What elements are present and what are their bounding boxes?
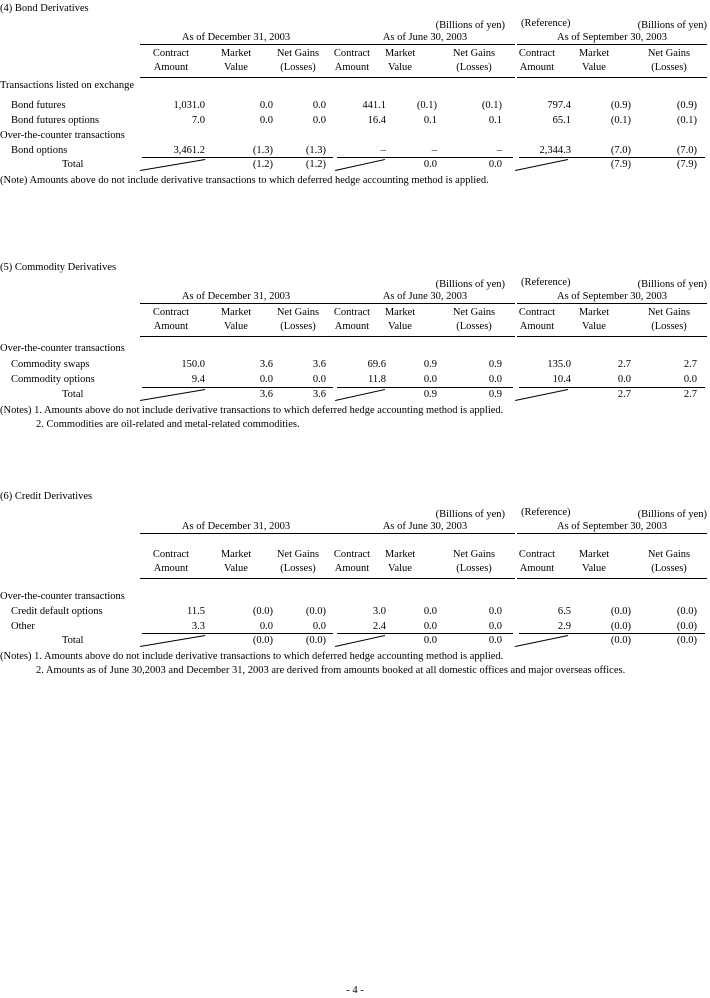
cell-value: 7.0	[191, 115, 205, 126]
total-value: 2.7	[683, 389, 697, 400]
unit-label: (Billions of yen)	[637, 509, 707, 520]
note-text: (Notes) 1. Amounts above do not include derivative transactions to which deferred hedge accounting method is applied.	[0, 651, 504, 662]
page-number: - 4 -	[346, 985, 364, 996]
cell-value: (0.0)	[676, 606, 697, 617]
cell-value: (0.0)	[305, 606, 326, 617]
total-value: 0.9	[488, 389, 502, 400]
row-label: Bond futures options	[11, 115, 100, 126]
cell-value: 0.1	[423, 115, 437, 126]
total-label: Total	[62, 159, 84, 170]
header-rule	[140, 77, 335, 78]
row-label: Bond futures	[11, 100, 66, 111]
total-value: 3.6	[312, 389, 326, 400]
total-value: (0.0)	[610, 635, 631, 646]
total-rule	[519, 387, 705, 388]
cell-value: 2.7	[617, 359, 631, 370]
column-header: Market	[220, 48, 252, 59]
cell-value: (0.0)	[610, 606, 631, 617]
cell-value: (0.0)	[676, 621, 697, 632]
column-header: Market	[578, 549, 610, 560]
total-rule	[142, 633, 333, 634]
total-value: 0.0	[488, 159, 502, 170]
total-value: 0.0	[488, 635, 502, 646]
row-label: Commodity options	[11, 374, 95, 385]
cell-value: 65.1	[552, 115, 571, 126]
cell-value: (1.3)	[252, 145, 273, 156]
cell-value: (0.0)	[252, 606, 273, 617]
cell-value: 9.4	[191, 374, 205, 385]
cell-value: –	[496, 145, 502, 156]
total-value: (1.2)	[252, 159, 273, 170]
total-rule	[519, 157, 705, 158]
cell-value: 150.0	[181, 359, 205, 370]
cell-value: (0.1)	[416, 100, 437, 111]
group-rule	[335, 303, 515, 304]
column-header: Amount	[519, 321, 555, 332]
cell-value: 0.0	[423, 621, 437, 632]
period-heading-jun: As of June 30, 2003	[382, 291, 468, 302]
column-header: Market	[220, 549, 252, 560]
period-heading-sep: As of September 30, 2003	[557, 32, 667, 43]
column-header: Contract	[333, 549, 371, 560]
column-header: Market	[384, 48, 416, 59]
column-header: Contract	[518, 48, 556, 59]
column-header: Net Gains	[276, 48, 320, 59]
cell-value: 10.4	[552, 374, 571, 385]
cell-value: (7.0)	[610, 145, 631, 156]
cell-value: 0.0	[259, 374, 273, 385]
group-rule	[517, 44, 707, 45]
category-label: Transactions listed on exchange	[0, 80, 135, 91]
header-rule	[517, 336, 707, 337]
cell-value: 11.8	[368, 374, 386, 385]
cell-value: –	[380, 145, 386, 156]
row-label: Other	[11, 621, 35, 632]
cell-value: 0.0	[423, 374, 437, 385]
cell-value: 3.6	[312, 359, 326, 370]
column-header: Value	[388, 62, 412, 73]
header-rule	[335, 336, 515, 337]
cell-value: 0.9	[423, 359, 437, 370]
cell-value: 3,461.2	[173, 145, 205, 156]
total-rule	[337, 387, 513, 388]
column-header: (Losses)	[651, 563, 687, 574]
cell-value: 0.0	[488, 374, 502, 385]
total-label: Total	[62, 635, 84, 646]
column-header: Amount	[519, 563, 555, 574]
column-header: Value	[224, 563, 248, 574]
cell-value: 0.0	[617, 374, 631, 385]
column-header: Amount	[153, 321, 189, 332]
group-rule	[140, 533, 335, 534]
column-header: Value	[388, 321, 412, 332]
column-header: Contract	[152, 48, 190, 59]
cell-value: 2.9	[557, 621, 571, 632]
column-header: (Losses)	[456, 563, 492, 574]
cell-value: 0.0	[259, 115, 273, 126]
reference-label: (Reference)	[521, 277, 571, 288]
column-header: Market	[220, 307, 252, 318]
row-label: Bond options	[11, 145, 68, 156]
header-rule	[335, 578, 515, 579]
cell-value: 1,031.0	[173, 100, 205, 111]
group-rule	[517, 533, 707, 534]
section-title: (4) Bond Derivatives	[0, 3, 89, 14]
header-rule	[140, 578, 335, 579]
unit-label: (Billions of yen)	[637, 20, 707, 31]
column-header: Amount	[519, 62, 555, 73]
cell-value: 0.0	[259, 100, 273, 111]
total-rule	[337, 633, 513, 634]
total-value: (7.9)	[610, 159, 631, 170]
reference-label: (Reference)	[521, 507, 571, 518]
cell-value: 0.0	[312, 621, 326, 632]
column-header: Contract	[518, 307, 556, 318]
column-header: Value	[582, 563, 606, 574]
column-header: Value	[224, 321, 248, 332]
column-header: Contract	[333, 307, 371, 318]
cell-value: 797.4	[547, 100, 571, 111]
total-value: 0.0	[423, 635, 437, 646]
row-label: Commodity swaps	[11, 359, 90, 370]
unit-label: (Billions of yen)	[435, 509, 505, 520]
section-title: (5) Commodity Derivatives	[0, 262, 117, 273]
total-rule	[337, 157, 513, 158]
cell-value: 2.4	[372, 621, 386, 632]
column-header: Market	[384, 307, 416, 318]
cell-value: (7.0)	[676, 145, 697, 156]
total-value: 0.0	[423, 159, 437, 170]
column-header: Contract	[152, 307, 190, 318]
cell-value: 0.0	[312, 374, 326, 385]
cell-value: 0.1	[488, 115, 502, 126]
column-header: (Losses)	[456, 321, 492, 332]
cell-value: (0.1)	[676, 115, 697, 126]
column-header: (Losses)	[651, 321, 687, 332]
group-rule	[335, 44, 515, 45]
cell-value: 0.0	[259, 621, 273, 632]
period-heading-sep: As of September 30, 2003	[557, 521, 667, 532]
category-label: Over-the-counter transactions	[0, 343, 125, 354]
cell-value: 0.0	[488, 621, 502, 632]
total-value: (1.2)	[305, 159, 326, 170]
column-header: (Losses)	[651, 62, 687, 73]
cell-value: (0.0)	[610, 621, 631, 632]
cell-value: 0.0	[312, 100, 326, 111]
header-rule	[517, 77, 707, 78]
column-header: Market	[578, 48, 610, 59]
column-header: Net Gains	[647, 307, 691, 318]
column-header: Market	[578, 307, 610, 318]
cell-value: 16.4	[367, 115, 386, 126]
total-value: 2.7	[617, 389, 631, 400]
cell-value: 3.3	[191, 621, 205, 632]
cell-value: 0.9	[488, 359, 502, 370]
cell-value: 2,344.3	[539, 145, 571, 156]
cell-value: 3.0	[372, 606, 386, 617]
period-heading-dec: As of December 31, 2003	[181, 291, 291, 302]
cell-value: 135.0	[547, 359, 571, 370]
period-heading-jun: As of June 30, 2003	[382, 521, 468, 532]
cell-value: (0.9)	[676, 100, 697, 111]
total-value: (0.0)	[252, 635, 273, 646]
column-header: Contract	[333, 48, 371, 59]
period-heading-dec: As of December 31, 2003	[181, 521, 291, 532]
total-rule	[519, 633, 705, 634]
note-text: 2. Amounts as of June 30,2003 and December 31, 2003 are derived from amounts booked at all domestic offices and major overseas offices.	[36, 665, 626, 676]
cell-value: 69.6	[367, 359, 386, 370]
cell-value: 2.7	[683, 359, 697, 370]
column-header: (Losses)	[280, 321, 316, 332]
total-value: (0.0)	[676, 635, 697, 646]
group-rule	[517, 303, 707, 304]
note-text: (Note) Amounts above do not include derivative transactions to which deferred hedge accounting method is applied.	[0, 175, 489, 186]
cell-value: 6.5	[557, 606, 571, 617]
column-header: Amount	[334, 321, 370, 332]
total-rule	[142, 387, 333, 388]
total-value: (0.0)	[305, 635, 326, 646]
period-heading-sep: As of September 30, 2003	[557, 291, 667, 302]
total-value: 0.9	[423, 389, 437, 400]
column-header: Net Gains	[276, 549, 320, 560]
cell-value: (0.1)	[481, 100, 502, 111]
column-header: Amount	[334, 62, 370, 73]
cell-value: 0.0	[488, 606, 502, 617]
total-rule	[142, 157, 333, 158]
period-heading-jun: As of June 30, 2003	[382, 32, 468, 43]
unit-label: (Billions of yen)	[637, 279, 707, 290]
cell-value: 11.5	[187, 606, 205, 617]
header-rule	[517, 578, 707, 579]
group-rule	[140, 44, 335, 45]
cell-value: –	[431, 145, 437, 156]
column-header: Amount	[153, 563, 189, 574]
unit-label: (Billions of yen)	[435, 279, 505, 290]
cell-value: (0.1)	[610, 115, 631, 126]
note-text: (Notes) 1. Amounts above do not include derivative transactions to which deferred hedge accounting method is applied.	[0, 405, 504, 416]
category-label: Over-the-counter transactions	[0, 591, 125, 602]
unit-label: (Billions of yen)	[435, 20, 505, 31]
cell-value: 0.0	[312, 115, 326, 126]
column-header: Value	[224, 62, 248, 73]
column-header: (Losses)	[280, 62, 316, 73]
column-header: Net Gains	[452, 549, 496, 560]
column-header: Net Gains	[647, 549, 691, 560]
column-header: Net Gains	[452, 48, 496, 59]
column-header: Amount	[334, 563, 370, 574]
group-rule	[335, 533, 515, 534]
cell-value: 441.1	[362, 100, 386, 111]
column-header: Contract	[518, 549, 556, 560]
cell-value: 3.6	[259, 359, 273, 370]
column-header: Amount	[153, 62, 189, 73]
section-title: (6) Credit Derivatives	[0, 491, 93, 502]
category-label: Over-the-counter transactions	[0, 130, 125, 141]
note-text: 2. Commodities are oil-related and metal-related commodities.	[36, 419, 300, 430]
column-header: (Losses)	[280, 563, 316, 574]
column-header: (Losses)	[456, 62, 492, 73]
column-header: Net Gains	[647, 48, 691, 59]
reference-label: (Reference)	[521, 18, 571, 29]
column-header: Value	[582, 62, 606, 73]
column-header: Net Gains	[276, 307, 320, 318]
column-header: Net Gains	[452, 307, 496, 318]
total-value: 3.6	[259, 389, 273, 400]
header-rule	[140, 336, 335, 337]
column-header: Value	[388, 563, 412, 574]
cell-value: (1.3)	[305, 145, 326, 156]
total-value: (7.9)	[676, 159, 697, 170]
cell-value: 0.0	[423, 606, 437, 617]
column-header: Market	[384, 549, 416, 560]
cell-value: 0.0	[683, 374, 697, 385]
header-rule	[335, 77, 515, 78]
cell-value: (0.9)	[610, 100, 631, 111]
row-label: Credit default options	[11, 606, 103, 617]
period-heading-dec: As of December 31, 2003	[181, 32, 291, 43]
group-rule	[140, 303, 335, 304]
column-header: Value	[582, 321, 606, 332]
total-label: Total	[62, 389, 84, 400]
column-header: Contract	[152, 549, 190, 560]
